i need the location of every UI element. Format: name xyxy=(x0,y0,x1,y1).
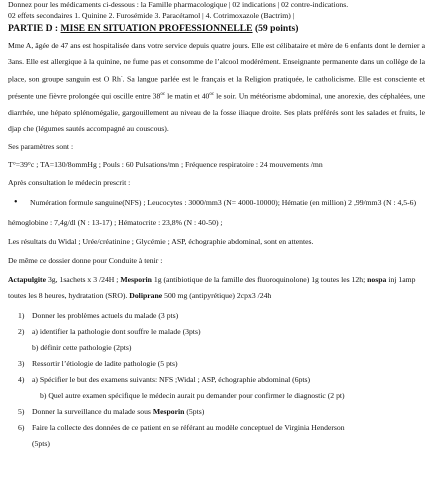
drug-mesporin-q: Mesporin xyxy=(152,406,185,416)
case-intro: Mme A, âgée de 47 ans est hospitalisée dans votre service depuis quatre jours. Elle est célibataire et mère de 6 enfants dont le dernier a 3ans. Elle est allergique à la quinine, ne fume pas et consomme de l’alcool modérément. Enseignante permanente dans un collège de la place, son groupe sanguin est O Rh xyxy=(8,41,425,84)
treatment-text-3: inj 1amp toutes les 8 heures, hydratation (SRO). xyxy=(8,274,416,300)
question-item xyxy=(8,324,425,340)
part-d-prefix: PARTIE D : xyxy=(8,23,61,35)
hemoglobin-line: hémoglobine : 7,4g/dl (N : 13-17) ; Hématocrite : 23,8% (N : 40-50) ; xyxy=(8,217,223,227)
question-text: Faire la collecte des données de ce patient en se référant au modèle conceptuel de Virginia Henderson xyxy=(32,422,345,432)
question-item xyxy=(8,356,425,372)
question-text: (5pts) xyxy=(32,438,50,448)
question-text: Ressortir l’étiologie de ladite pathologie (5 pts) xyxy=(32,358,178,368)
question-number: 4) xyxy=(18,374,25,384)
question-item xyxy=(8,388,425,404)
question-text: a) Spécifier le but des examens suivants: NFS ;Widal ; ASP, échographie abdominal (6pts) xyxy=(32,374,311,384)
question-item xyxy=(8,372,425,388)
question-number xyxy=(8,388,32,404)
instruction-line-2: 02 effets secondaires 1. Quinine 2. Furosémide 3. Paracétamol | 4. Cotrimoxazole (Bactrim) | xyxy=(8,10,295,20)
temp-sup-1: oc xyxy=(160,92,166,98)
drug-mesporin: Mesporin xyxy=(120,274,152,284)
case-intro-2: . Sa langue parlée est le français et la Religion pratiquée, le catholicisme. Elle est consciente et présente une fièvre prolongée qui oscille entre 38 xyxy=(8,74,425,102)
question-text: b) définir cette pathologie (2pts) xyxy=(32,342,132,352)
part-d-title: MISE EN SITUATION PROFESSIONNELLE xyxy=(60,23,253,35)
case-intro-4: le soir. Un météorisme abdominal, une anorexie, des céphalées, une diarrhée, une hépato splénomégalie, gargouillement au niveau de la fosse iliaque droite. Ses plats préférés sont les salades et fruits, le djap che (légumes sautés accompagné au couscous). xyxy=(8,92,425,133)
question-text-after: (5pts) xyxy=(184,406,205,416)
question-number xyxy=(8,436,32,452)
widal-line: Les résultats du Widal ; Urée/créatinine ; Glycémie ; ASP, échographie abdominal, sont en attentes. xyxy=(8,236,314,246)
bullet-dot-icon: • xyxy=(14,196,18,208)
case-intro-3: le matin et 40 xyxy=(165,92,210,102)
drug-nospa: nospa xyxy=(367,274,387,284)
question-text: b) Quel autre examen spécifique le médecin aurait pu demander pour confirmer le diagnostic (2 pt) xyxy=(40,390,345,400)
treatment-text-4: 500 mg (antipyrétique) 2cpx3 /24h xyxy=(162,290,272,300)
params-title: Ses paramètres sont : xyxy=(8,141,74,151)
part-d-heading xyxy=(8,23,425,35)
nfs-text: Numération formule sanguine(NFS) ; Leucocytes : 3000/mm3 (N= 4000-10000); Hématie (en million) 2 ,99/mm3 (N : 4,5-6) xyxy=(30,197,417,207)
treatment-text-1: 3g, 1sachets x 3 /24H ; xyxy=(46,274,121,284)
question-text: a) identifier la pathologie dont souffre le malade (3pts) xyxy=(32,326,201,336)
case-description xyxy=(8,38,425,137)
question-item xyxy=(8,420,425,436)
question-number xyxy=(8,340,32,356)
question-text xyxy=(32,404,204,420)
question-item xyxy=(8,436,425,452)
question-text: Donner les problèmes actuels du malade (3 pts) xyxy=(32,310,179,320)
part-d-points: (59 points) xyxy=(252,23,299,35)
questions-list xyxy=(8,308,425,452)
nfs-bullet xyxy=(8,195,425,211)
question-number: 6) xyxy=(18,422,25,432)
question-item xyxy=(8,340,425,356)
after-consult: Après consultation le médecin prescrit : xyxy=(8,177,131,187)
instruction-line-1: Donnez pour les médicaments ci-dessous : la Famille pharmacologique | 02 indications | 02 contre-indications. xyxy=(8,0,349,9)
question-item xyxy=(8,308,425,324)
question-number: 2) xyxy=(18,326,25,336)
question-number: 3) xyxy=(18,358,25,368)
drug-actapulgite: Actapulgite xyxy=(8,274,47,284)
treatment-text-2: 1g (antibiotique de la famille des fluoroquinolone) 1g toutes les 12h; xyxy=(151,274,368,284)
drug-doliprane: Doliprane xyxy=(129,290,163,300)
same-file-line: De même ce dossier donne pour Conduite à tenir : xyxy=(8,255,163,265)
question-number: 5) xyxy=(18,406,25,416)
question-item xyxy=(8,404,425,420)
rh-sign: - xyxy=(120,75,123,80)
params-values: T°=39°c ; TA=130/8ommHg ; Pouls : 60 Pulsations/mn ; Fréquence respiratoire : 24 mouvements /mn xyxy=(8,159,323,169)
temp-sup-2: oc xyxy=(209,92,215,98)
treatment-paragraph xyxy=(8,272,425,304)
question-number: 1) xyxy=(18,310,25,320)
question-text-part: Donner la surveillance du malade sous xyxy=(32,406,153,416)
